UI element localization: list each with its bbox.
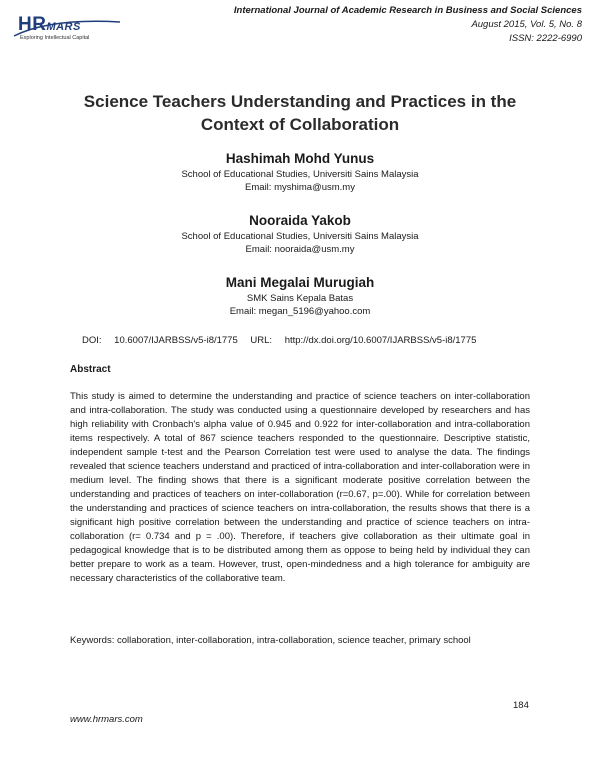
author-affiliation: School of Educational Studies, Universiti Sains Malaysia [181,231,419,242]
author-name: Nooraida Yakob [249,213,351,228]
keywords: Keywords: collaboration, inter-collaboration, intra-collaboration, science teacher, primary school [70,635,471,646]
logo-tagline: Exploring Intellectual Capital [20,35,90,41]
doi-line [82,335,486,346]
journal-header [234,4,582,46]
url-label: URL: [250,335,273,346]
abstract-heading: Abstract [70,364,111,375]
url-value[interactable]: http://dx.doi.org/10.6007/IJARBSS/v5-i8/1775 [284,335,477,346]
author-name: Mani Megalai Murugiah [225,275,375,290]
journal-issn: ISSN: 2222-6990 [509,33,582,44]
doi-label: DOI: [82,335,102,346]
paper-title [40,90,560,136]
journal-issue: August 2015, Vol. 5, No. 8 [471,19,582,30]
author-email[interactable]: Email: nooraida@usm.my [245,244,355,255]
author-block-3 [0,274,600,318]
page-number: 184 [513,700,529,711]
logo-brand: HRMARS [18,14,81,35]
doi-value[interactable]: 10.6007/IJARBSS/v5-i8/1775 [114,335,238,346]
author-affiliation: School of Educational Studies, Universiti Sains Malaysia [181,169,419,180]
author-email[interactable]: Email: megan_5196@yahoo.com [229,306,371,317]
title-line-2: Context of Collaboration [200,115,400,134]
author-name: Hashimah Mohd Yunus [225,151,375,166]
footer-url[interactable]: www.hrmars.com [70,714,143,725]
abstract-text: This study is aimed to determine the understanding and practice of science teachers on inter-collaboration and intra-collaboration. The study was conducted using a questionnaire developed by researchers and has high reliability with Cronbach's alpha value of 0.945 and 0.922 for inter-collaboration and intra-collaboration items respectively. A total of 867 science teachers responded to the questionnaire. Descriptive statistic, independent sample t-test and the Pearson Correlation test were used to analyse the data. The findings revealed that science teachers understand and practiced of intra-collaboration and inter-collaboration were in medium level. The finding shows that there is a significant moderate positive correlation between the understanding and practices of teachers on inter-collaboration (r=0.67, p=.00). While for correlation between the understanding and practices of science teachers on intra-collaboration, the results shows that there is a significant high positive correlation between the understanding and practice of science teachers on intra-collaboration (r= 0.734 and p = .00). Therefore, if teachers give collaboration as their ultimate goal in pedagogical knowledge that is to be distributed among them as oppose to being held by individual they can better prepare to work as a team. However, trust, open-mindedness and a high tolerance for ambiguity are necessary characteristics of the collaborative team. [70,391,530,584]
author-email[interactable]: Email: myshima@usm.my [245,182,355,193]
author-affiliation: SMK Sains Kepala Batas [246,293,354,304]
author-block-2 [0,212,600,256]
journal-name: International Journal of Academic Research in Business and Social Sciences [233,5,582,16]
title-line-1: Science Teachers Understanding and Practices in the [83,92,517,111]
author-block-1 [0,150,600,194]
